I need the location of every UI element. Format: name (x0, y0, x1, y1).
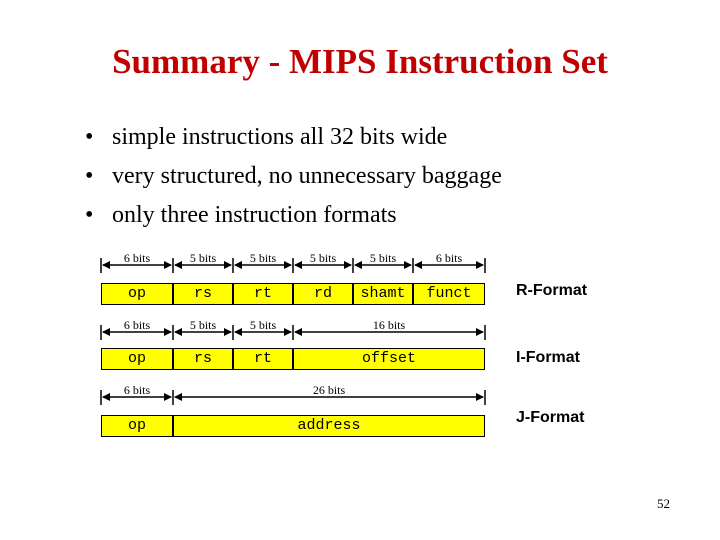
j-format-label: J-Format (516, 409, 585, 426)
r-field-shamt: shamt (353, 283, 413, 305)
page-number: 52 (657, 496, 670, 511)
j-bits-address: 26 bits (312, 383, 346, 397)
bullet-dot-icon: • (85, 124, 94, 150)
bullet-text: simple instructions all 32 bits wide (112, 124, 448, 150)
r-field-funct: funct (413, 283, 485, 305)
i-bits-op: 6 bits (123, 318, 151, 332)
i-field-op: op (101, 348, 173, 370)
i-bits-rs: 5 bits (189, 318, 217, 332)
r-bits-funct: 6 bits (435, 251, 463, 265)
i-field-offset: offset (293, 348, 485, 370)
r-bits-rs: 5 bits (189, 251, 217, 265)
i-bits-offset: 16 bits (372, 318, 406, 332)
r-field-op: op (101, 283, 173, 305)
j-bits-op: 6 bits (123, 383, 151, 397)
r-bits-rt: 5 bits (249, 251, 277, 265)
r-bits-rd: 5 bits (309, 251, 337, 265)
r-bits-shamt: 5 bits (369, 251, 397, 265)
r-bits-op: 6 bits (123, 251, 151, 265)
i-field-rt: rt (233, 348, 293, 370)
r-format-label: R-Format (516, 282, 588, 299)
j-field-op: op (101, 415, 173, 437)
r-field-rt: rt (233, 283, 293, 305)
bullet-text: only three instruction formats (112, 202, 397, 228)
bullet-text: very structured, no unnecessary baggage (112, 163, 502, 189)
j-field-address: address (173, 415, 485, 437)
bullet-dot-icon: • (85, 202, 94, 228)
slide-title: Summary - MIPS Instruction Set (112, 42, 608, 81)
i-bits-rt: 5 bits (249, 318, 277, 332)
bullet-dot-icon: • (85, 163, 94, 189)
r-field-rs: rs (173, 283, 233, 305)
i-field-rs: rs (173, 348, 233, 370)
i-format-label: I-Format (516, 349, 580, 366)
r-field-rd: rd (293, 283, 353, 305)
